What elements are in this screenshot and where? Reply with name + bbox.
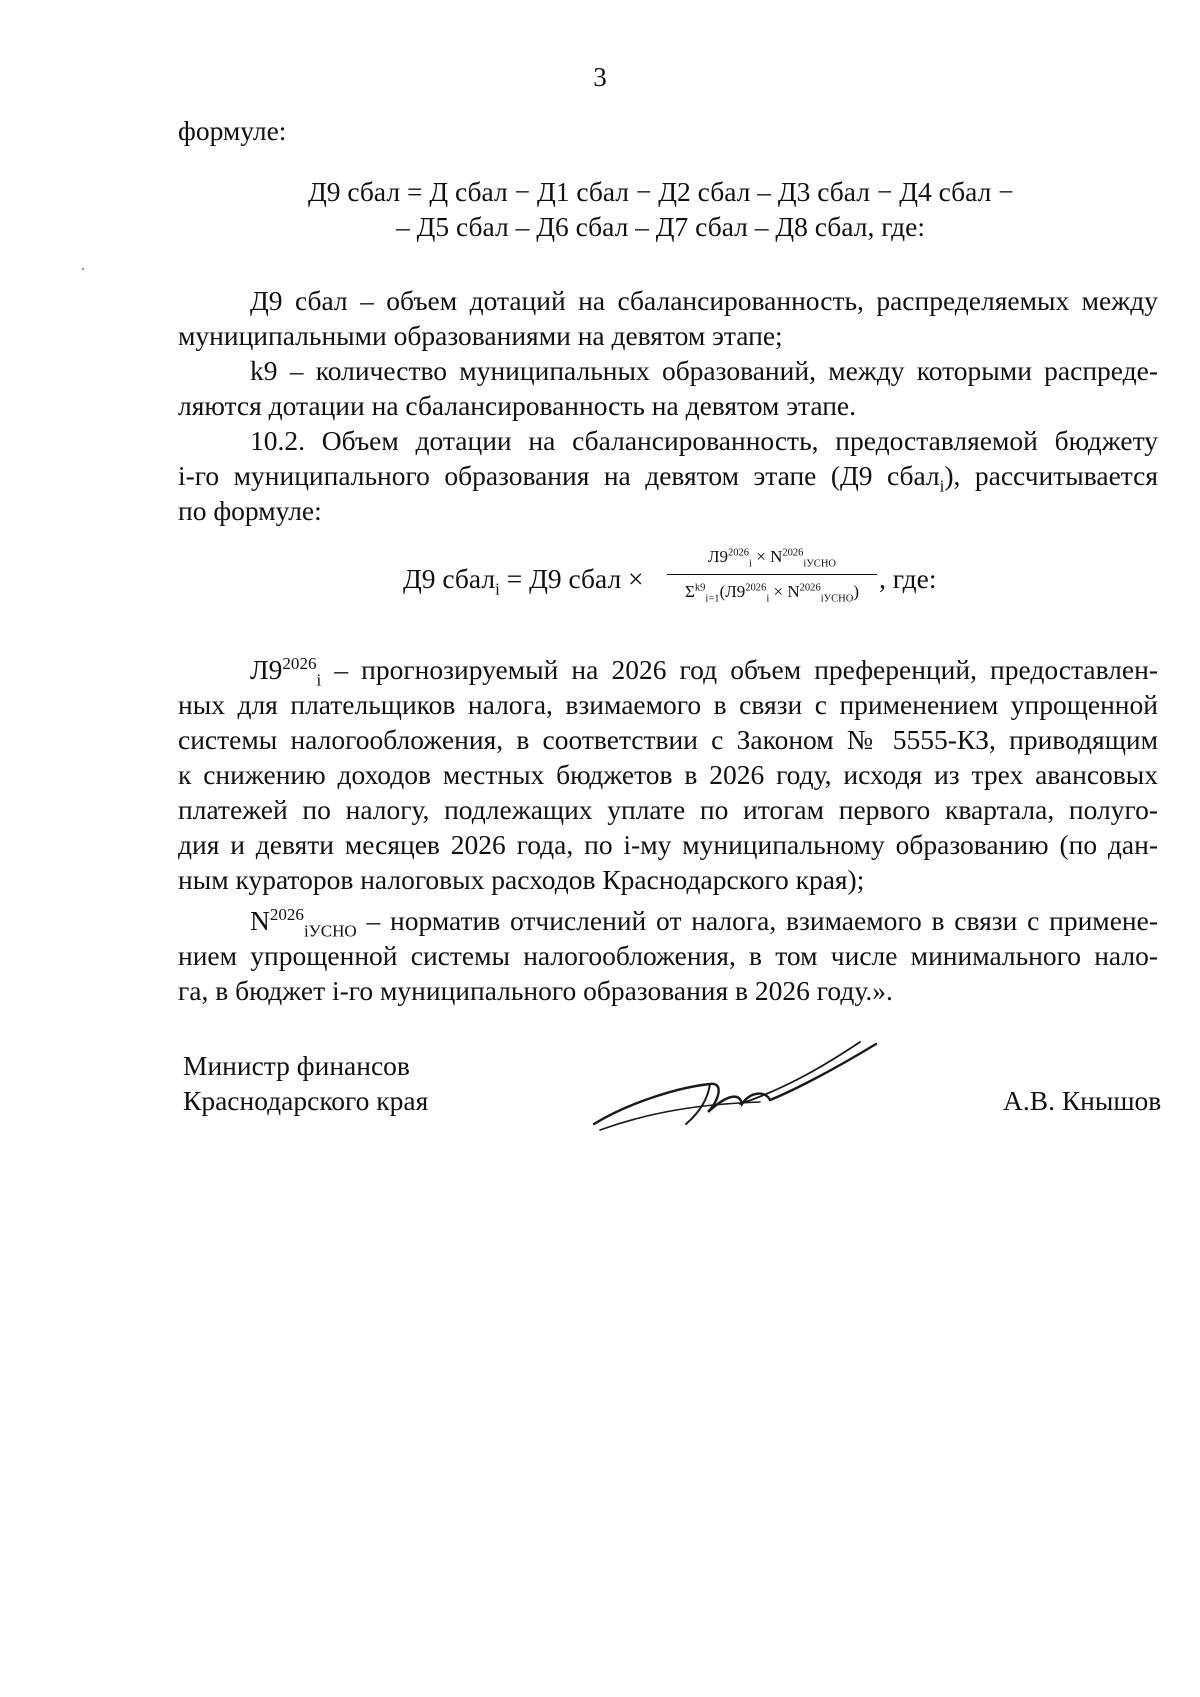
definition-d9: Д9 сбал – объем дотаций на сбалансированность, распределяемых между <box>250 285 1158 316</box>
formula-numerator: $Л9^{2026}_i \times N^{2026}_{iУСНО}$ <box>667 540 877 575</box>
signer-title <box>183 1048 428 1118</box>
signer-name: А.В. Кнышов <box>1003 1085 1162 1116</box>
n-definition-line-1: $N^{2026}_{iУСНО}$ – норматив отчислений от налога, взимаемого в связи с примене- <box>250 904 1158 941</box>
definition-k9-cont: ляются дотации на сбалансированность на девятом этапе. <box>178 390 857 421</box>
signer-title-line-2: Краснодарского края <box>183 1085 429 1116</box>
formula-denominator: $\Sigma^{k9}_{i=1}(Л9^{2026}_i \times N^{2026}_{iУСНО})$ <box>684 582 859 605</box>
l9-definition-line-5: платежей по налогу, подлежащих уплате по итогам первого квартала, полуго- <box>178 794 1158 825</box>
page-number: 3 <box>593 62 607 92</box>
l9-definition-line-7: ным кураторов налоговых расходов Краснодарского края); <box>178 864 865 895</box>
formula-lhs: Д9 сбал$_i$ = Д9 сбал × <box>403 563 644 599</box>
l9-definition-line-4: к снижению доходов местных бюджетов в 2026 году, исходя из трех авансовых <box>178 759 1158 790</box>
definition-d9-cont: муниципальными образованиями на девятом этапе; <box>178 320 783 351</box>
section-10-2-line-2: i-го муниципального образования на девятом этапе (Д9 сбал$_i$), рассчитывается <box>178 460 1158 496</box>
definition-k9: k9 – количество муниципальных образований, между которыми распреде- <box>250 355 1158 386</box>
formula-line-1: Д9 сбал = Д сбал − Д1 сбал − Д2 сбал – Д3 сбал − Д4 сбал − <box>308 176 1014 207</box>
margin-dot <box>82 268 84 270</box>
formula-fraction <box>667 540 877 609</box>
intro-text: формуле: <box>178 115 287 146</box>
section-10-2-line-1: 10.2. Объем дотации на сбалансированность, предоставляемой бюджету <box>250 425 1158 456</box>
l9-definition-line-6: дия и девяти месяцев 2026 года, по i-му муниципальному образованию (по дан- <box>178 829 1158 860</box>
l9-definition-line-1: $Л9^{2026}_i$ – прогнозируемый на 2026 год объем преференций, предоставлен- <box>250 653 1158 690</box>
l9-definition-line-3: системы налогообложения, в соответствии с Законом № 5555-КЗ, приводящим <box>178 724 1158 755</box>
formula-tail: , где: <box>879 563 937 594</box>
n-definition-line-2: нием упрощенной системы налогообложения, в том числе минимального нало- <box>178 940 1158 971</box>
l9-definition-line-2: ных для плательщиков налога, взимаемого в связи с применением упрощенной <box>178 689 1158 720</box>
signer-title-line-1: Министр финансов <box>183 1050 410 1081</box>
n-definition-line-3: га, в бюджет i-го муниципального образования в 2026 году.». <box>178 975 893 1006</box>
formula-line-2: – Д5 сбал – Д6 сбал – Д7 сбал – Д8 сбал, где: <box>396 211 925 242</box>
section-10-2-line-3: по формуле: <box>178 495 322 526</box>
handwritten-signature <box>590 1032 880 1142</box>
